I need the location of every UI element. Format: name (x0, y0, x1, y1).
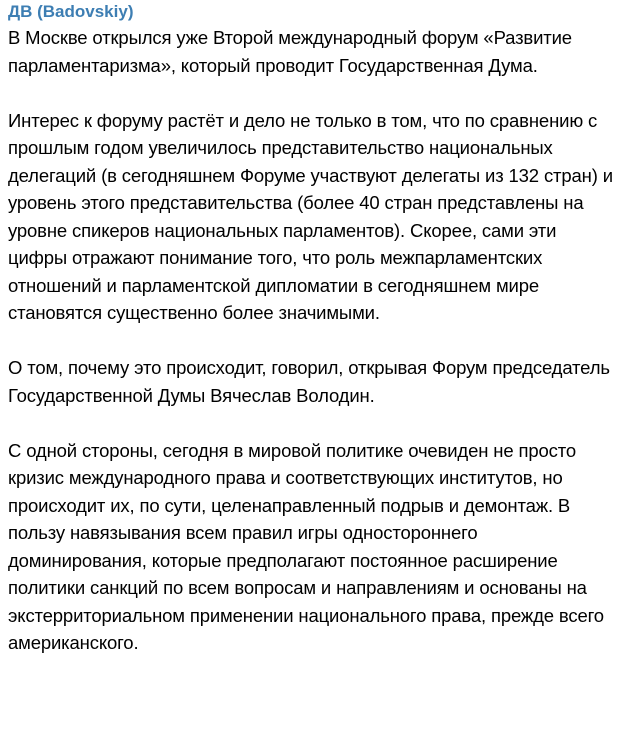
paragraph-spacer (8, 79, 616, 107)
post-paragraph-3: О том, почему это происходит, говорил, открывая Форум председатель Государственной Думы Вячеслав Володин. (8, 357, 610, 406)
post-body (8, 24, 616, 657)
post-author[interactable]: ДВ (Badovskiy) (8, 2, 134, 21)
post-paragraph-1: В Москве открылся уже Второй международный форум «Развитие парламентаризма», который проводит Государственная Дума. (8, 27, 572, 76)
paragraph-spacer (8, 327, 616, 355)
post-paragraph-4: С одной стороны, сегодня в мировой политике очевиден не просто кризис международного права и соответствующих институтов, но происходит их, по сути, целенаправленный подрыв и демонтаж. В пользу навязывания всем правил игры одностороннего доминирования, которые предполагают постоянное расширение политики санкций по всем вопросам и направлениям и основаны на экстерриториальном применении национального права, прежде всего американского. (8, 439, 604, 653)
paragraph-spacer (8, 409, 616, 437)
channel-post (8, 0, 616, 657)
post-paragraph-2: Интерес к форуму растёт и дело не только в том, что по сравнению с прошлым годом увеличилось представительство национальных делегаций (в сегодняшнем Форуме участвуют делегаты из 132 стран) и уровень этого представительства (более 40 стран представлены на уровне спикеров национальных парламентов). Скорее, сами эти цифры отражают понимание того, что роль межпарламентских отношений и парламентской дипломатии в сегодняшнем мире становятся существенно более значимыми. (8, 109, 613, 323)
